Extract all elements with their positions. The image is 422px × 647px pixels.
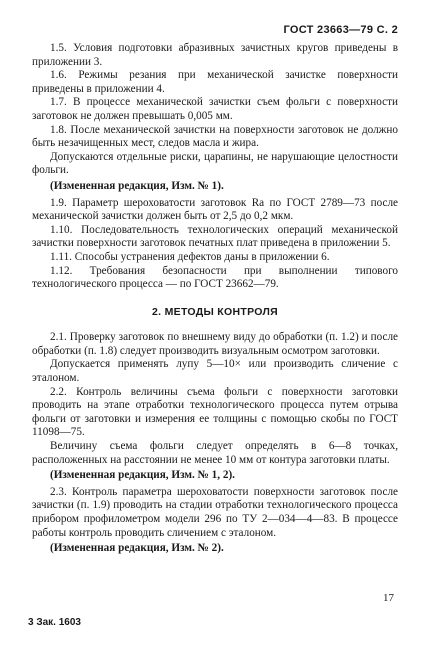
paragraph-1-7: 1.7. В процессе механической зачистки съем фольги с поверхности заготовок не должен превышать 0,005 мм. xyxy=(32,96,398,122)
print-order-footer: 3 Зак. 1603 xyxy=(28,617,81,628)
paragraph-1-9: 1.9. Параметр шероховатости заготовок Ra по ГОСТ 2789—73 после механической зачистки должен быть от 2,5 до 0,2 мкм. xyxy=(32,196,398,223)
page-number: 17 xyxy=(383,592,394,604)
paragraph-1-11: 1.11. Способы устранения дефектов даны в приложении 6. xyxy=(50,250,330,263)
paragraph-2-1: 2.1. Проверку заготовок по внешнему виду до обработки (п. 1.2) и после обработки (п. 1.8) следует производить визуальным осмотром заготовки. xyxy=(32,331,398,357)
page-header: ГОСТ 23663—79 С. 2 xyxy=(283,24,398,36)
edit-note-1: (Измененная редакция, Изм. № 1). xyxy=(50,179,224,192)
paragraph-1-6: 1.6. Режимы резания при механической зачистке поверхности приведены в приложении 4. xyxy=(32,69,398,95)
paragraph-2-2: 2.2. Контроль величины съема фольги с поверхности заготовки проводить на этапе отработки технологического процесса путем отрыва фольги от заготовки и измерения ее толщины с помощью скобы по ГОСТ 11098—75. xyxy=(32,385,398,439)
edit-note-2: (Измененная редакция, Изм. № 1, 2). xyxy=(50,469,235,482)
paragraph-2-3: 2.3. Контроль параметра шероховатости поверхности заготовок после зачистки (п. 1.9) проводить на стадии отработки технологического процесса прибором профилометром модели 296 по ТУ 2—034—4—83. В процессе работы контроль проводить сличением с эталоном. xyxy=(32,485,398,539)
paragraph-magnifier: Допускается применять лупу 5—10× или производить сличение с эталоном. xyxy=(32,358,398,385)
paragraph-1-12: 1.12. Требования безопасности при выполнении типового технологического процесса — по ГОСТ 23662—79. xyxy=(32,264,398,291)
edit-note-3: (Измененная редакция, Изм. № 2). xyxy=(50,542,224,555)
document-body xyxy=(32,42,398,559)
section-title: 2. МЕТОДЫ КОНТРОЛЯ xyxy=(152,305,278,318)
paragraph-1-10: 1.10. Последовательность технологических операций механической зачистки поверхности заготовок печатных плат приведена в приложении 5. xyxy=(32,223,398,250)
paragraph-allowance: Допускаются отдельные риски, царапины, не нарушающие целостности фольги. xyxy=(32,150,398,177)
paragraph-1-8: 1.8. После механической зачистки на поверхности заготовок не должно быть незачищенных мест, следов масла и жира. xyxy=(32,123,398,150)
paragraph-1-5: 1.5. Условия подготовки абразивных зачистных кругов приведены в приложении 3. xyxy=(32,42,398,68)
paragraph-foil-removal: Величину съема фольги следует определять в 6—8 точках, расположенных на расстоянии не менее 10 мм от контура заготовки платы. xyxy=(32,440,398,466)
